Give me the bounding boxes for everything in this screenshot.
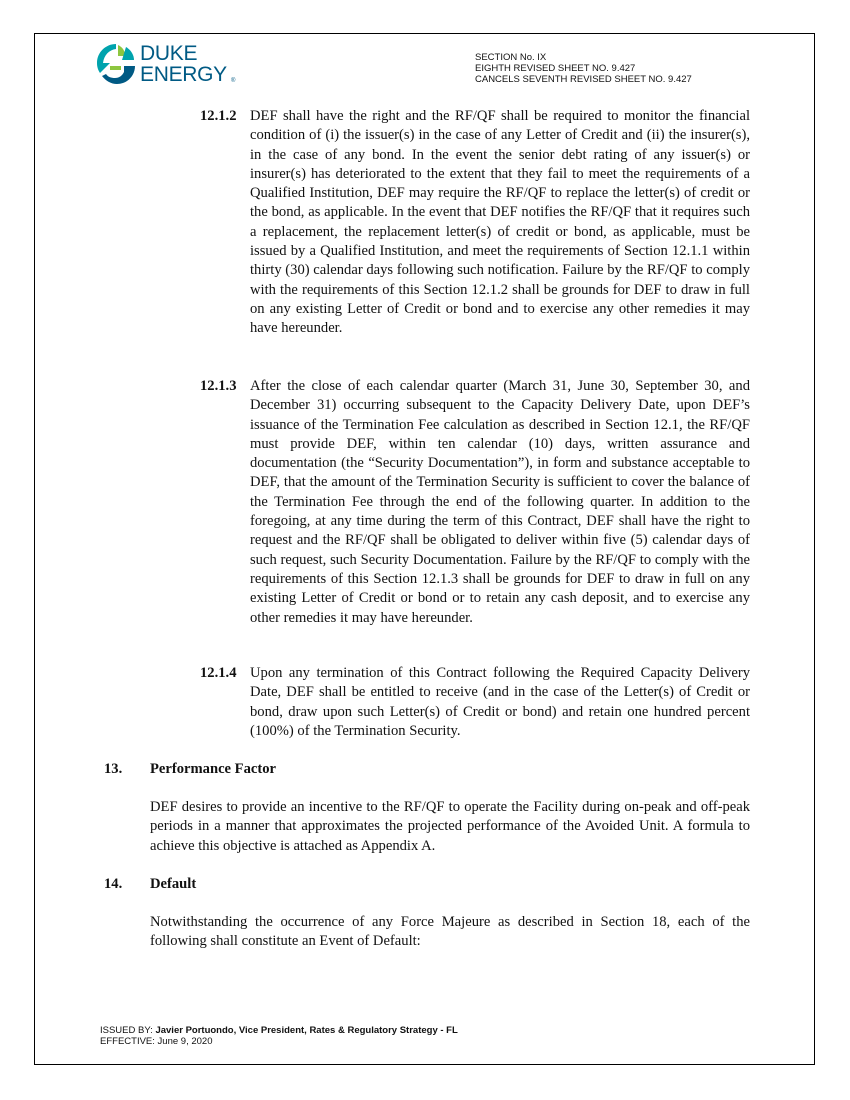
subsection-text: DEF shall have the right and the RF/QF shall be required to monitor the financial condition of (i) the issuer(s) in the case of any Letter of Credit and (ii) the insurer(s), in the case of any bond. In the event the senior debt rating of any issuer(s) or insurer(s) has deteriorated to the extent that they fail to meet the requirements of a Qualified Institution, DEF may require the RF/QF to replace the letter(s) of credit or the bond, as applicable. In the event that DEF notifies the RF/QF that it requires such a replacement, the replacement letter(s) of credit or bond, as applicable, must be issued by a Qualified Institution, and meet the requirements of Section 12.1.1 within thirty (30) calendar days following such notification. Failure by the RF/QF to comply with the requirements of this Section 12.1.2 shall be grounds for DEF to draw in full on any existing Letter of Credit or bond and to exercise any other remedies it may have hereunder. — [250, 108, 750, 337]
cancels-sheet: CANCELS SEVENTH REVISED SHEET NO. 9.427 — [475, 74, 692, 85]
subsection-number: 12.1.3 — [200, 378, 237, 394]
section-title: Default — [150, 876, 197, 892]
effective-date: June 9, 2020 — [157, 1036, 213, 1047]
section-paragraph-14: Notwithstanding the occurrence of any Force Majeure as described in Section 18, each of the following shall constitute an Event of Default: — [150, 914, 750, 950]
section-paragraph-13: DEF desires to provide an incentive to the RF/QF to operate the Facility during on-peak and off-peak periods in a manner that approximates the projected performance of the Avoided Unit. A formula to achieve this objective is attached as Appendix A. — [150, 799, 750, 854]
subsection-12-1-3 — [200, 377, 750, 628]
duke-energy-mark-icon — [94, 42, 138, 86]
registered-mark: ® — [231, 78, 236, 84]
issued-by-line — [100, 1025, 458, 1036]
sheet-number: EIGHTH REVISED SHEET NO. 9.427 — [475, 63, 636, 74]
duke-energy-logo — [94, 42, 244, 90]
section-number: SECTION No. IX — [475, 52, 547, 63]
subsection-text: After the close of each calendar quarter (March 31, June 30, September 30, and December 31) occurring subsequent to the Capacity Delivery Date, upon DEF’s issuance of the Termination Fee calculation as described in Section 12.1, the RF/QF must provide DEF, within ten calendar (10) days, written assurance and documentation (the “Security Documentation”), in form and substance acceptable to DEF, that the amount of the Termination Security is sufficient to cover the balance of the Termination Fee through the end of the following quarter. In addition to the foregoing, at any time during the term of this Contract, DEF shall have the right to request and the RF/QF shall be obligated to deliver within five (5) calendar days of such request, such Security Documentation. Failure by the RF/QF to comply with the requirements of this Section 12.1.3 shall be grounds for DEF to draw in full on any existing Letter of Credit or bond or to retain any cash deposit, and to exercise any other remedies it may have hereunder. — [250, 378, 750, 626]
issued-by-value: Javier Portuondo, Vice President, Rates & Regulatory Strategy - FL — [155, 1025, 458, 1036]
page-footer — [100, 1025, 458, 1047]
sheet-header — [475, 52, 692, 85]
subsection-12-1-4 — [200, 664, 750, 741]
subsection-number: 12.1.4 — [200, 665, 237, 681]
effective-label: EFFECTIVE: — [100, 1036, 155, 1047]
subsection-12-1-2 — [200, 107, 750, 339]
logo-wordmark: DUKE ENERGY — [140, 42, 227, 86]
section-number: 13. — [104, 761, 123, 777]
issued-by-label: ISSUED BY: — [100, 1025, 153, 1036]
effective-line — [100, 1036, 458, 1047]
subsection-text: Upon any termination of this Contract following the Required Capacity Delivery Date, DEF shall be entitled to receive (and in the case of the Letter(s) of Credit or bond, draw upon such Letter(s) of Credit or bond) and retain one hundred percent (100%) of the Termination Security. — [250, 665, 750, 739]
section-title: Performance Factor — [150, 761, 276, 777]
subsection-number: 12.1.2 — [200, 108, 237, 124]
section-number: 14. — [104, 876, 123, 892]
